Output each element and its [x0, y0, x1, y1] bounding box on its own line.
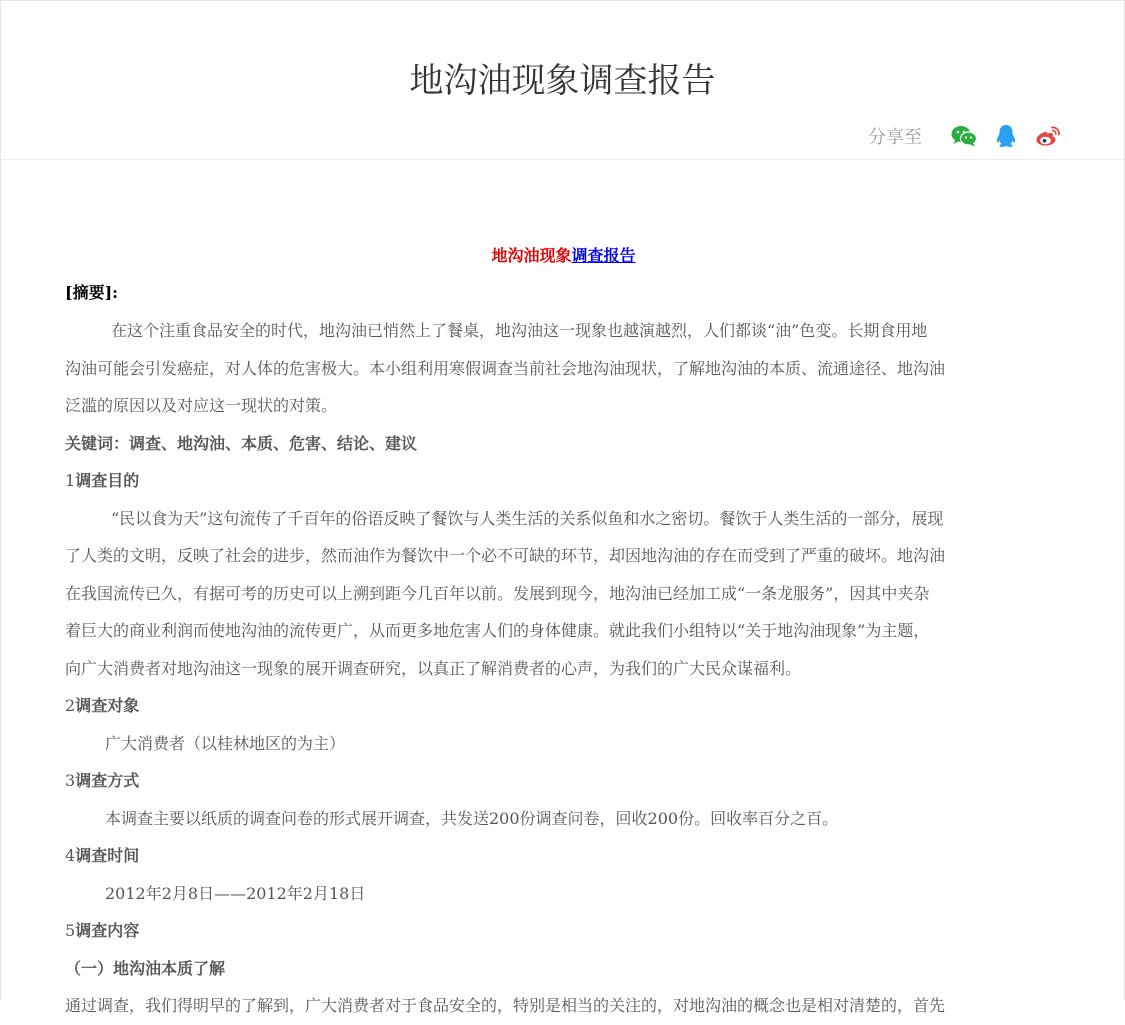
- qq-icon[interactable]: [992, 122, 1020, 150]
- section-title: 调查方式: [75, 771, 140, 790]
- section-number: 1: [65, 471, 76, 490]
- abstract-heading: [摘要]:: [65, 283, 119, 302]
- keywords: 关键词：调查、地沟油、本质、危害、结论、建议: [65, 433, 418, 453]
- paragraph-line: 向广大消费者对地沟油这一现象的展开调查研究，以真正了解消费者的心声，为我们的广大民众谋福利。: [65, 658, 802, 678]
- paragraph-line: 了人类的文明，反映了社会的进步，然而油作为餐饮中一个必不可缺的环节，却因地沟油的存在而受到了严重的破坏。地沟油: [65, 546, 946, 565]
- article-header: [1, 1, 1124, 160]
- abstract-line: 在这个注重食品安全的时代，地沟油已悄然上了餐桌，地沟油这一现象也越演越烈，人们都谈“油”色变。长期食用地: [111, 321, 928, 340]
- section-2-text: 广大消费者（以桂林地区的为主）: [105, 733, 346, 753]
- paragraph-line: 在我国流传已久，有据可考的历史可以上溯到距今几百年以前。发展到现今，地沟油已经加工成“一条龙服务”，因其中夹杂: [65, 583, 930, 603]
- section-heading-2: [65, 687, 1062, 725]
- page-title: 地沟油现象调查报告: [409, 61, 716, 101]
- section-4-text: 2012年2月8日——2012年2月18日: [105, 883, 366, 903]
- weibo-icon[interactable]: [1034, 122, 1062, 150]
- subsection-heading-1: （一）地沟油本质了解: [65, 958, 226, 978]
- article-body: [65, 241, 1062, 1025]
- section-heading-3: [65, 762, 1062, 800]
- section-3-text: 本调查主要以纸质的调查问卷的形式展开调查，共发送200份调查问卷，回收200份。回收率百分之百。: [105, 808, 839, 828]
- wechat-icon[interactable]: [950, 122, 978, 150]
- abstract-line: 沟油可能会引发癌症，对人体的危害极大。本小组利用寒假调查当前社会地沟油现状，了解地沟油的本质、流通途径、地沟油: [65, 358, 946, 378]
- section-title: 调查时间: [75, 846, 140, 865]
- doc-title: [65, 241, 1062, 271]
- section-number: 5: [65, 921, 76, 940]
- section-number: 4: [65, 846, 76, 865]
- share-label: 分享至: [868, 127, 922, 148]
- section-number: 3: [65, 771, 76, 790]
- cut-off-line: 通过调查，我们得明早的了解到，广大消费者对于食品安全的，特别是相当的关注的，对地沟油的概念也是相对清楚的，首先: [65, 996, 946, 1015]
- doc-title-red: 地沟油现象: [491, 246, 572, 265]
- section-title: 调查对象: [75, 696, 140, 715]
- paragraph-line: 着巨大的商业利润而使地沟油的流传更广，从而更多地危害人们的身体健康。就此我们小组特以“关于地沟油现象”为主题，: [65, 621, 930, 640]
- section-heading-1: [65, 462, 1062, 500]
- section-title: 调查内容: [75, 921, 140, 940]
- section-1-paragraph: [65, 500, 1062, 688]
- doc-title-link[interactable]: 调查报告: [571, 246, 636, 265]
- section-heading-5: [65, 912, 1062, 950]
- section-title: 调查目的: [75, 471, 140, 490]
- share-bar: [868, 121, 1062, 151]
- abstract-paragraph: [65, 312, 1062, 425]
- abstract-line: 泛滥的原因以及对应这一现状的对策。: [65, 396, 338, 415]
- paragraph-line: “民以食为天”这句流传了千百年的俗语反映了餐饮与人类生活的关系似鱼和水之密切。餐饮于人类生活的一部分，展现: [111, 508, 944, 528]
- section-heading-4: [65, 837, 1062, 875]
- section-number: 2: [65, 696, 76, 715]
